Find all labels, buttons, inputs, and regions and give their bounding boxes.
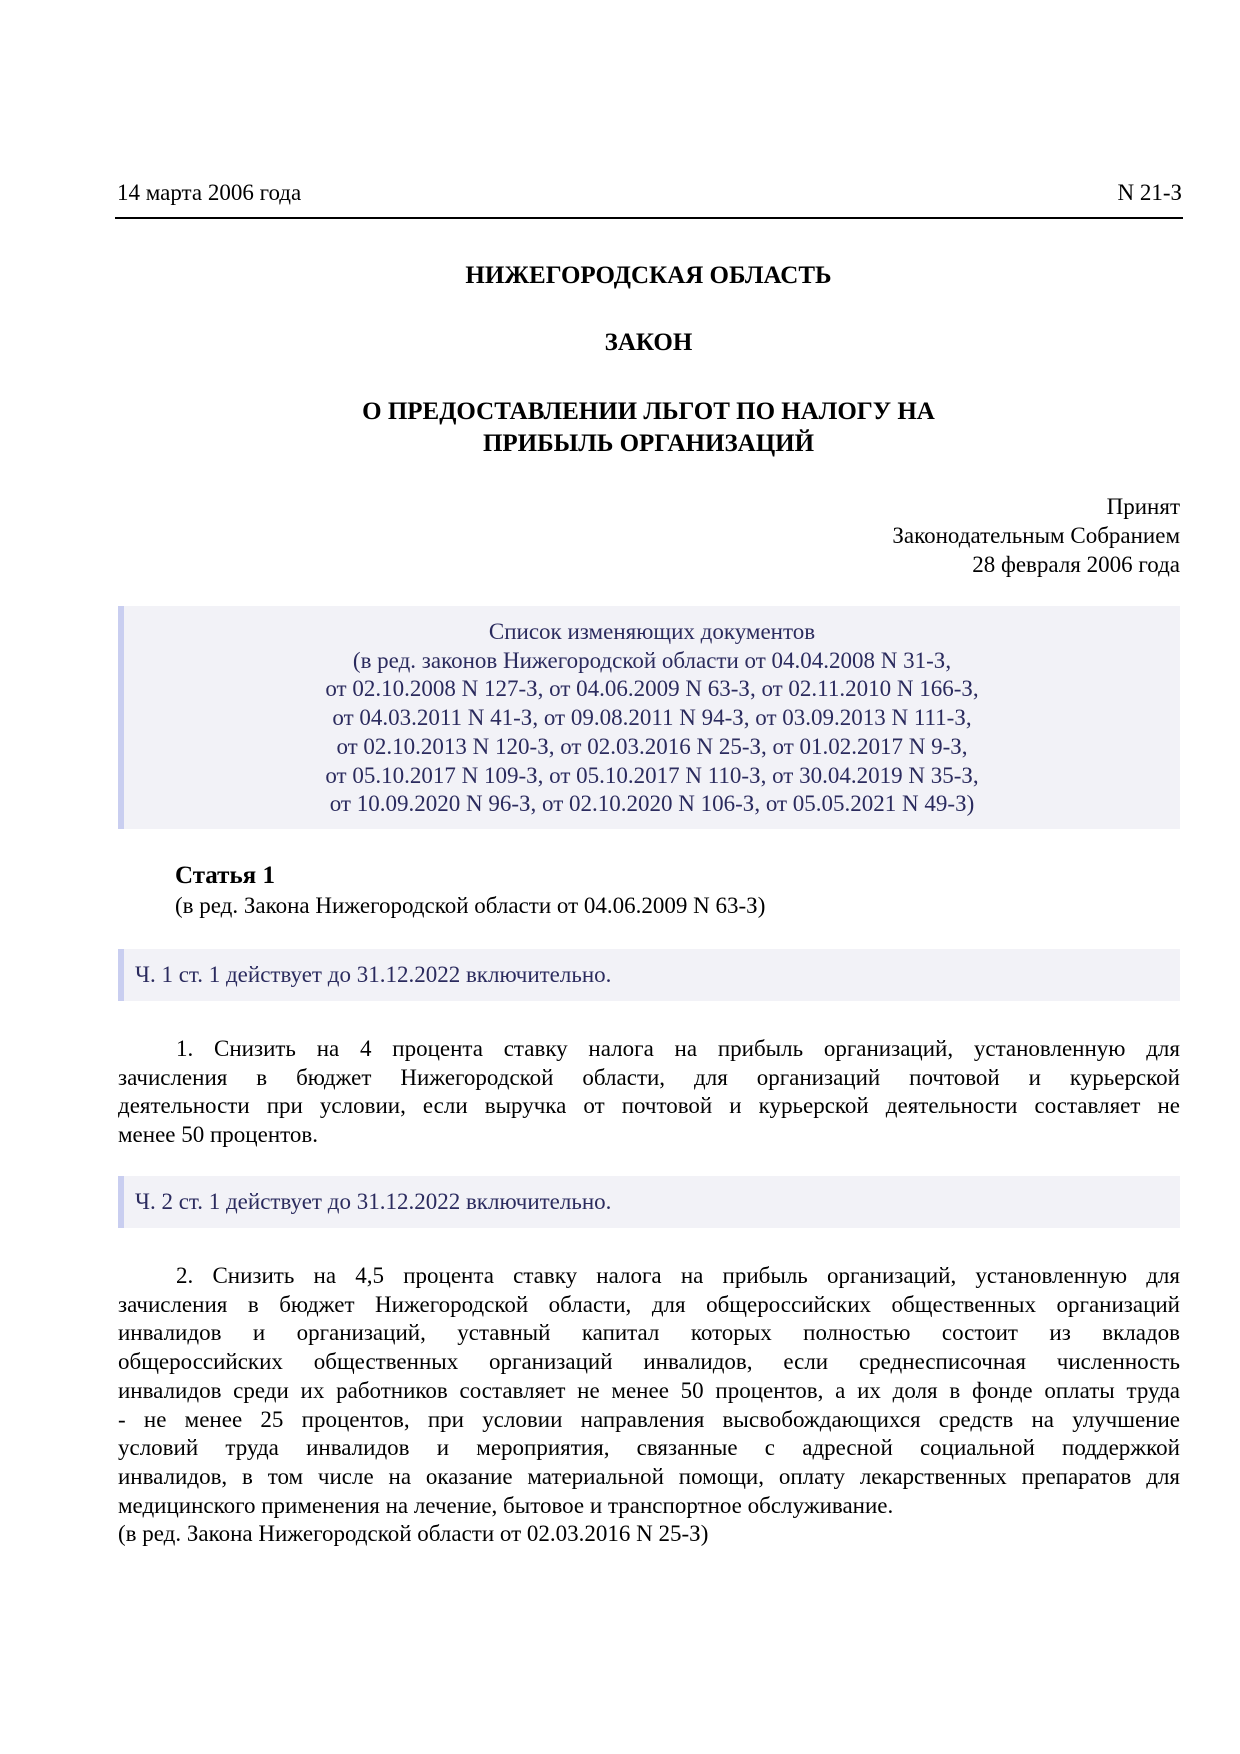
paragraph-line: инвалидов среди их работников составляет не менее 50 процентов, а их доля в фонде оплаты труда [118,1377,1180,1403]
validity-note: Ч. 2 ст. 1 действует до 31.12.2022 включительно. [118,1176,1180,1228]
amendments-heading: Список изменяющих документов [488,619,816,644]
adoption-line: 28 февраля 2006 года [972,552,1180,577]
paragraph-line: зачисления в бюджет Нижегородской области, для организаций почтовой и курьерской [118,1064,1180,1090]
paragraph-line: медицинского применения на лечение, бытовое и транспортное обслуживание. [118,1492,894,1518]
amendment-line[interactable]: (в ред. законов Нижегородской области от 04.04.2008 N 31-З, [352,647,952,673]
paragraph-line: инвалидов, в том числе на оказание материальной помощи, оплату лекарственных препаратов для [118,1463,1180,1489]
paragraph-line: условий труда инвалидов и мероприятия, связанные с адресной социальной поддержкой [118,1435,1180,1461]
article-revision-ref[interactable]: (в ред. Закона Нижегородской области от 04.06.2009 N 63-З) [175,893,766,918]
paragraph-1 [118,1035,1180,1150]
paragraph-line: зачисления в бюджет Нижегородской области, для общероссийских общественных организаций [118,1291,1180,1317]
paragraph-line: инвалидов и организаций, уставный капитал которых полностью состоит из вкладов [118,1320,1180,1346]
paragraph-2 [118,1262,1180,1549]
amendments-box [118,606,1180,829]
article-title: Статья 1 [175,862,275,889]
validity-note: Ч. 1 ст. 1 действует до 31.12.2022 включительно. [118,949,1180,1001]
amendment-line[interactable]: от 02.10.2013 N 120-З, от 02.03.2016 N 25-З, от 01.02.2017 N 9-З, [336,733,968,759]
amendment-line[interactable]: от 04.03.2011 N 41-З, от 09.08.2011 N 94-З, от 03.09.2013 N 111-З, [332,705,972,731]
paragraph-line: 1. Снизить на 4 процента ставку налога на прибыль организаций, установленную для [176,1036,1180,1061]
law-date: 14 марта 2006 года [117,180,302,205]
doc-type-title: ЗАКОН [604,329,693,356]
paragraph-line: 2. Снизить на 4,5 процента ставку налога на прибыль организаций, установленную для [176,1263,1180,1288]
law-name-line: ПРИБЫЛЬ ОРГАНИЗАЦИЙ [482,430,815,457]
adoption-line: Принят [1106,494,1180,519]
header-divider [115,217,1183,219]
law-name-line: О ПРЕДОСТАВЛЕНИИ ЛЬГОТ ПО НАЛОГУ НА [362,398,935,425]
paragraph-revision-ref[interactable]: (в ред. Закона Нижегородской области от 02.03.2016 N 25-З) [118,1521,709,1547]
paragraph-line: менее 50 процентов. [118,1122,318,1148]
adoption-line: Законодательным Собранием [892,523,1180,548]
amendment-line[interactable]: от 05.10.2017 N 109-З, от 05.10.2017 N 110-З, от 30.04.2019 N 35-З, [325,762,979,788]
amendment-line[interactable]: от 02.10.2008 N 127-З, от 04.06.2009 N 63-З, от 02.11.2010 N 166-З, [325,676,979,702]
law-number: N 21-З [1117,180,1182,205]
adoption-info [892,492,1180,579]
paragraph-line: деятельности при условии, если выручка от почтовой и курьерской деятельности составляет не [118,1093,1180,1119]
paragraph-line: - не менее 25 процентов, при условии направления высвобождающихся средств на улучшение [118,1406,1180,1432]
amendment-line[interactable]: от 10.09.2020 N 96-З, от 02.10.2020 N 106-З, от 05.05.2021 N 49-З) [329,791,975,817]
region-title: НИЖЕГОРОДСКАЯ ОБЛАСТЬ [465,262,832,289]
paragraph-line: общероссийских общественных организаций инвалидов, если среднесписочная численность [118,1349,1180,1375]
